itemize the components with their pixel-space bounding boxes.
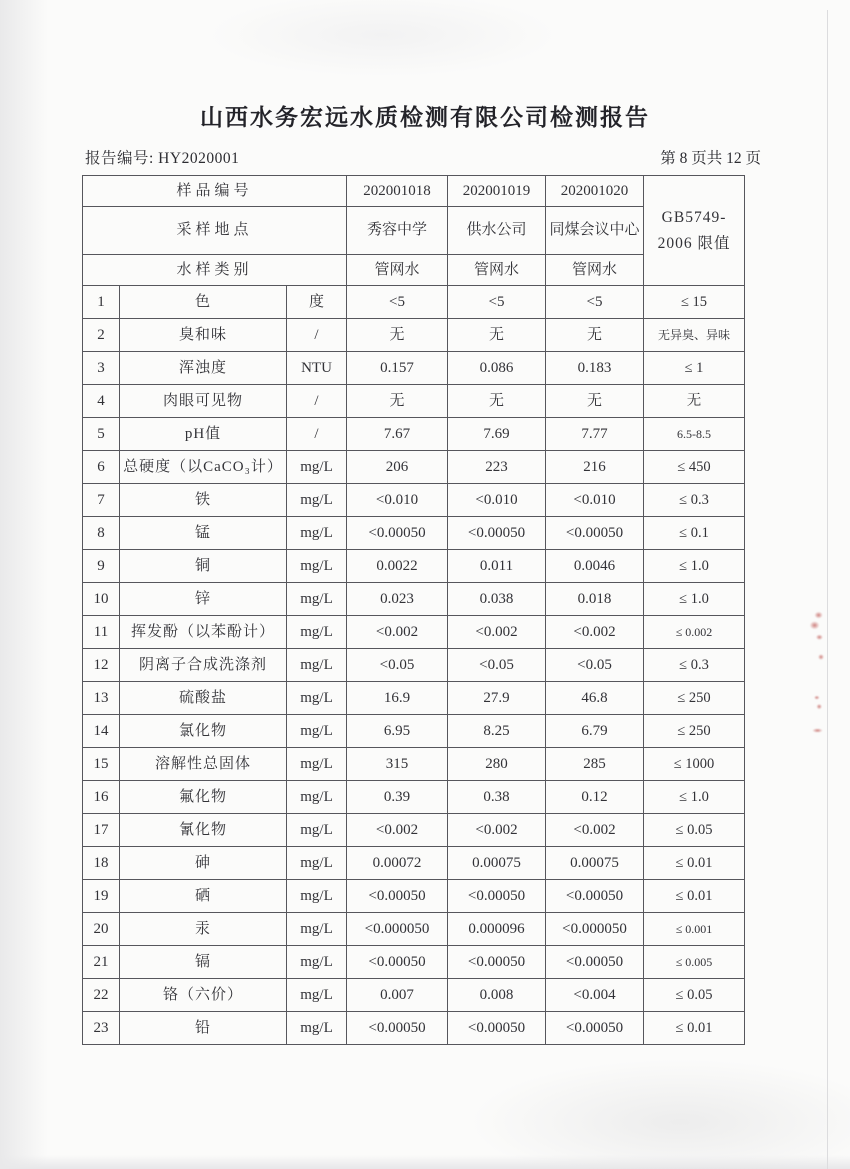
parameter-name: 汞	[120, 913, 287, 946]
value-sample-2: 280	[448, 748, 546, 781]
row-number: 2	[83, 319, 120, 352]
report-title: 山西水务宏远水质检测有限公司检测报告	[200, 104, 650, 130]
report-meta	[85, 146, 761, 168]
value-sample-2: <0.05	[448, 649, 546, 682]
value-sample-1: <0.00050	[347, 946, 448, 979]
limit-value: 无异臭、异味	[644, 319, 745, 352]
header-row-sample-id	[83, 176, 745, 207]
limit-value: ≤ 1.0	[644, 550, 745, 583]
row-number: 21	[83, 946, 120, 979]
table-row	[83, 616, 745, 649]
red-seal-fragment	[810, 726, 825, 735]
row-number: 3	[83, 352, 120, 385]
value-sample-2: <0.002	[448, 616, 546, 649]
value-sample-2: 0.00075	[448, 847, 546, 880]
unit: mg/L	[287, 880, 347, 913]
value-sample-3: <0.00050	[546, 1012, 644, 1045]
row-number: 8	[83, 517, 120, 550]
value-sample-3: 无	[546, 319, 644, 352]
row-number: 23	[83, 1012, 120, 1045]
row-number: 5	[83, 418, 120, 451]
limit-value: ≤ 0.01	[644, 880, 745, 913]
limit-value: ≤ 0.3	[644, 649, 745, 682]
value-sample-3: 216	[546, 451, 644, 484]
limit-value: ≤ 0.001	[644, 913, 745, 946]
limit-value: ≤ 0.3	[644, 484, 745, 517]
parameter-name: 氟化物	[120, 781, 287, 814]
limit-value: ≤ 1.0	[644, 583, 745, 616]
value-sample-3: <5	[546, 286, 644, 319]
value-sample-2: 0.038	[448, 583, 546, 616]
limit-value: ≤ 250	[644, 715, 745, 748]
value-sample-1: 206	[347, 451, 448, 484]
row-number: 14	[83, 715, 120, 748]
limit-value: ≤ 0.01	[644, 1012, 745, 1045]
table-row	[83, 781, 745, 814]
parameter-name: 浑浊度	[120, 352, 287, 385]
sample-type-3: 管网水	[546, 255, 644, 286]
row-number: 16	[83, 781, 120, 814]
parameter-name: 氯化物	[120, 715, 287, 748]
sample-type-1: 管网水	[347, 255, 448, 286]
value-sample-2: <0.002	[448, 814, 546, 847]
limit-value: ≤ 450	[644, 451, 745, 484]
location-1: 秀容中学	[347, 207, 448, 255]
row-number: 22	[83, 979, 120, 1012]
value-sample-1: 16.9	[347, 682, 448, 715]
unit: NTU	[287, 352, 347, 385]
value-sample-1: <0.002	[347, 616, 448, 649]
parameter-name: 硫酸盐	[120, 682, 287, 715]
limit-value: ≤ 0.1	[644, 517, 745, 550]
value-sample-3: 0.0046	[546, 550, 644, 583]
table-row	[83, 814, 745, 847]
row-number: 1	[83, 286, 120, 319]
value-sample-1: <0.002	[347, 814, 448, 847]
table-row	[83, 550, 745, 583]
value-sample-2: 0.008	[448, 979, 546, 1012]
limit-column-header	[644, 176, 745, 286]
table-row	[83, 946, 745, 979]
unit: mg/L	[287, 451, 347, 484]
parameter-name: 铜	[120, 550, 287, 583]
limit-value: ≤ 1000	[644, 748, 745, 781]
page-indicator: 第 8 页共 12 页	[660, 150, 761, 167]
value-sample-2: <0.00050	[448, 946, 546, 979]
parameter-name: 铬（六价）	[120, 979, 287, 1012]
value-sample-3: <0.00050	[546, 880, 644, 913]
location-label: 采样地点	[83, 207, 347, 255]
limit-value: ≤ 250	[644, 682, 745, 715]
limit-header-line2: 2006 限值	[657, 235, 731, 252]
value-sample-1: 0.007	[347, 979, 448, 1012]
value-sample-3: 7.77	[546, 418, 644, 451]
limit-header-line1: GB5749-	[661, 208, 727, 226]
row-number: 12	[83, 649, 120, 682]
value-sample-2: <0.00050	[448, 880, 546, 913]
table-row	[83, 748, 745, 781]
value-sample-2: 7.69	[448, 418, 546, 451]
unit: /	[287, 385, 347, 418]
table-row	[83, 682, 745, 715]
parameter-name: 阴离子合成洗涤剂	[120, 649, 287, 682]
limit-value: ≤ 0.005	[644, 946, 745, 979]
value-sample-3: 0.00075	[546, 847, 644, 880]
sample-type-2: 管网水	[448, 255, 546, 286]
parameter-name: 镉	[120, 946, 287, 979]
value-sample-2: <5	[448, 286, 546, 319]
value-sample-2: <0.010	[448, 484, 546, 517]
value-sample-1: <0.00050	[347, 880, 448, 913]
limit-value: ≤ 0.002	[644, 616, 745, 649]
unit: 度	[287, 286, 347, 319]
value-sample-1: 315	[347, 748, 448, 781]
limit-value: 无	[644, 385, 745, 418]
parameter-name: 硒	[120, 880, 287, 913]
location-3: 同煤会议中心	[546, 207, 644, 255]
value-sample-2: <0.00050	[448, 1012, 546, 1045]
value-sample-3: 6.79	[546, 715, 644, 748]
value-sample-1: <0.00050	[347, 517, 448, 550]
row-number: 4	[83, 385, 120, 418]
unit: mg/L	[287, 814, 347, 847]
value-sample-1: 0.157	[347, 352, 448, 385]
value-sample-3: 46.8	[546, 682, 644, 715]
table-row	[83, 649, 745, 682]
parameter-name: 砷	[120, 847, 287, 880]
value-sample-2: 0.38	[448, 781, 546, 814]
parameter-name: 臭和味	[120, 319, 287, 352]
table-row	[83, 385, 745, 418]
unit: mg/L	[287, 517, 347, 550]
row-number: 9	[83, 550, 120, 583]
value-sample-1: 0.023	[347, 583, 448, 616]
limit-value: ≤ 1.0	[644, 781, 745, 814]
results-body	[83, 286, 745, 1045]
value-sample-3: <0.004	[546, 979, 644, 1012]
unit: /	[287, 319, 347, 352]
results-table	[82, 175, 745, 1045]
row-number: 19	[83, 880, 120, 913]
sample-id-3: 202001020	[546, 176, 644, 207]
table-row	[83, 418, 745, 451]
unit: mg/L	[287, 781, 347, 814]
report-number: 报告编号: HY2020001	[85, 150, 240, 167]
value-sample-1: 7.67	[347, 418, 448, 451]
table-row	[83, 979, 745, 1012]
table-row	[83, 286, 745, 319]
parameter-name: 色	[120, 286, 287, 319]
parameter-name: 溶解性总固体	[120, 748, 287, 781]
unit: mg/L	[287, 847, 347, 880]
row-number: 13	[83, 682, 120, 715]
limit-value: ≤ 0.01	[644, 847, 745, 880]
value-sample-1: 0.0022	[347, 550, 448, 583]
unit: mg/L	[287, 583, 347, 616]
value-sample-1: <0.010	[347, 484, 448, 517]
value-sample-3: <0.000050	[546, 913, 644, 946]
table-row	[83, 715, 745, 748]
value-sample-2: 0.086	[448, 352, 546, 385]
value-sample-1: <0.000050	[347, 913, 448, 946]
value-sample-1: 0.00072	[347, 847, 448, 880]
limit-value: ≤ 0.05	[644, 814, 745, 847]
value-sample-2: 0.011	[448, 550, 546, 583]
value-sample-1: <5	[347, 286, 448, 319]
unit: mg/L	[287, 715, 347, 748]
red-seal-fragment	[817, 652, 825, 662]
value-sample-3: 0.018	[546, 583, 644, 616]
red-seal-fragment	[809, 610, 825, 644]
row-number: 15	[83, 748, 120, 781]
parameter-name: 铅	[120, 1012, 287, 1045]
row-number: 11	[83, 616, 120, 649]
limit-value: ≤ 0.05	[644, 979, 745, 1012]
unit: mg/L	[287, 1012, 347, 1045]
value-sample-3: <0.002	[546, 814, 644, 847]
row-number: 6	[83, 451, 120, 484]
limit-value: ≤ 1	[644, 352, 745, 385]
value-sample-1: 0.39	[347, 781, 448, 814]
parameter-name: 总硬度（以CaCO₃计）	[120, 451, 287, 484]
row-number: 18	[83, 847, 120, 880]
value-sample-2: 27.9	[448, 682, 546, 715]
value-sample-1: 6.95	[347, 715, 448, 748]
table-row	[83, 847, 745, 880]
parameter-name: 锰	[120, 517, 287, 550]
value-sample-3: 285	[546, 748, 644, 781]
table-row	[83, 583, 745, 616]
row-number: 10	[83, 583, 120, 616]
value-sample-3: 无	[546, 385, 644, 418]
unit: mg/L	[287, 550, 347, 583]
sample-id-label: 样品编号	[83, 176, 347, 207]
sample-type-label: 水样类别	[83, 255, 347, 286]
value-sample-1: <0.05	[347, 649, 448, 682]
parameter-name: 锌	[120, 583, 287, 616]
unit: /	[287, 418, 347, 451]
value-sample-1: 无	[347, 385, 448, 418]
value-sample-2: <0.00050	[448, 517, 546, 550]
unit: mg/L	[287, 616, 347, 649]
value-sample-3: 0.183	[546, 352, 644, 385]
table-row	[83, 319, 745, 352]
value-sample-2: 8.25	[448, 715, 546, 748]
table-row	[83, 484, 745, 517]
parameter-name: 铁	[120, 484, 287, 517]
table-row	[83, 880, 745, 913]
unit: mg/L	[287, 979, 347, 1012]
unit: mg/L	[287, 649, 347, 682]
page-fold-line	[827, 10, 828, 1169]
unit: mg/L	[287, 748, 347, 781]
value-sample-3: 0.12	[546, 781, 644, 814]
limit-value: 6.5-8.5	[644, 418, 745, 451]
row-number: 7	[83, 484, 120, 517]
table-row	[83, 913, 745, 946]
table-row	[83, 352, 745, 385]
value-sample-2: 223	[448, 451, 546, 484]
limit-value: ≤ 15	[644, 286, 745, 319]
value-sample-1: 无	[347, 319, 448, 352]
table-row	[83, 451, 745, 484]
unit: mg/L	[287, 484, 347, 517]
unit: mg/L	[287, 682, 347, 715]
parameter-name: pH值	[120, 418, 287, 451]
value-sample-1: <0.00050	[347, 1012, 448, 1045]
parameter-name: 氰化物	[120, 814, 287, 847]
value-sample-2: 0.000096	[448, 913, 546, 946]
value-sample-3: <0.010	[546, 484, 644, 517]
location-2: 供水公司	[448, 207, 546, 255]
red-seal-fragment	[812, 694, 824, 712]
table-row	[83, 517, 745, 550]
parameter-name: 肉眼可见物	[120, 385, 287, 418]
unit: mg/L	[287, 946, 347, 979]
value-sample-3: <0.00050	[546, 517, 644, 550]
value-sample-3: <0.00050	[546, 946, 644, 979]
parameter-name: 挥发酚（以苯酚计）	[120, 616, 287, 649]
row-number: 20	[83, 913, 120, 946]
unit: mg/L	[287, 913, 347, 946]
value-sample-3: <0.05	[546, 649, 644, 682]
value-sample-2: 无	[448, 319, 546, 352]
sample-id-2: 202001019	[448, 176, 546, 207]
value-sample-2: 无	[448, 385, 546, 418]
table-row	[83, 1012, 745, 1045]
sample-id-1: 202001018	[347, 176, 448, 207]
value-sample-3: <0.002	[546, 616, 644, 649]
row-number: 17	[83, 814, 120, 847]
